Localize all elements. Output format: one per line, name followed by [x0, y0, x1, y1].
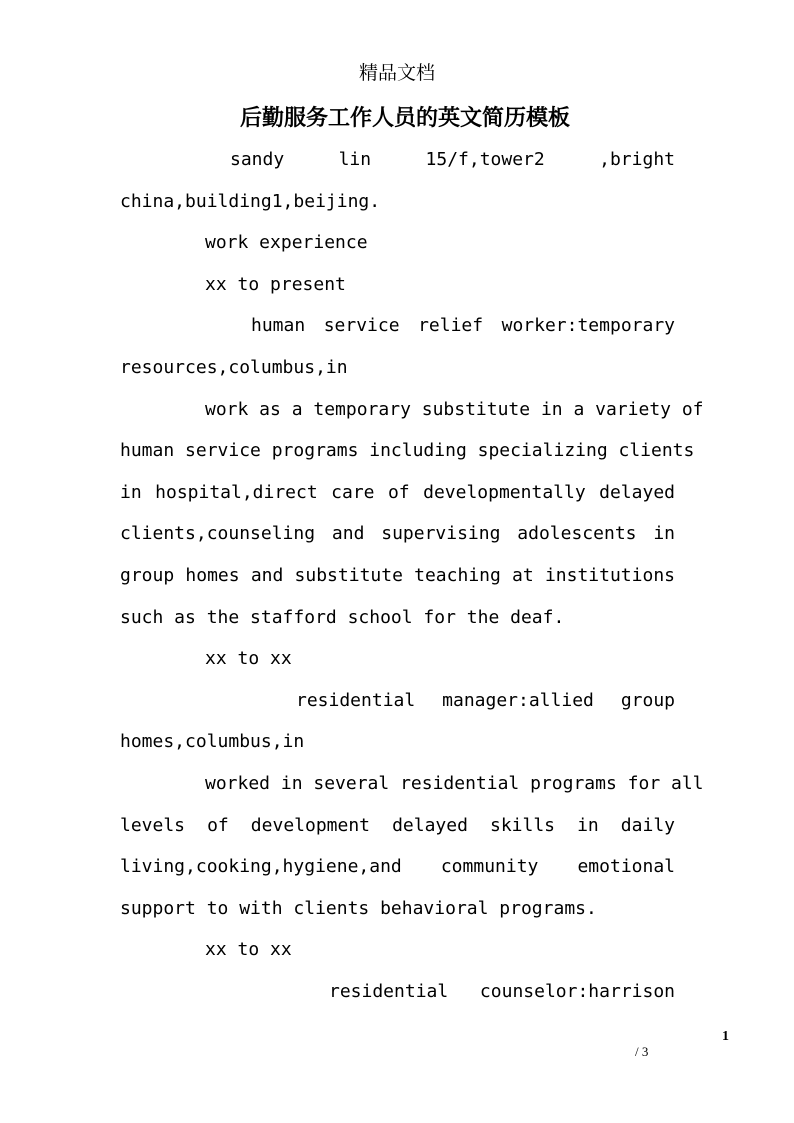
address-line: china,building1,beijing. — [120, 191, 381, 212]
job-title-line: human service relief worker:temporary — [251, 315, 675, 336]
job-title-line: residential manager:allied group — [296, 690, 675, 711]
job-title-line: homes,columbus,in — [120, 731, 305, 752]
body-text-line: group homes and substitute teaching at institutions — [120, 565, 675, 586]
date-range: xx to present — [205, 274, 346, 295]
date-range: xx to xx — [205, 648, 292, 669]
page-total: / 3 — [635, 1044, 649, 1059]
body-text-line: in hospital,direct care of developmentally delayed — [120, 482, 675, 503]
body-text-line: support to with clients behavioral programs. — [120, 898, 597, 919]
document-title: 后勤服务工作人员的英文简历模板 — [239, 105, 570, 131]
body-text-line: such as the stafford school for the deaf. — [120, 607, 565, 628]
date-range: xx to xx — [205, 939, 292, 960]
job-title-line: residential counselor:harrison — [329, 981, 675, 1002]
body-text-line: human service programs including specializing clients — [120, 440, 695, 461]
header-label: 精品文档 — [358, 62, 435, 84]
body-text-line: living,cooking,hygiene,and community emotional — [120, 856, 675, 877]
body-text-line: levels of development delayed skills in daily — [120, 815, 675, 836]
address-line: sandy lin 15/f,tower2 ,bright — [230, 149, 675, 170]
section-heading: work experience — [205, 232, 368, 253]
page-number: 1 — [722, 1029, 729, 1044]
body-text-line: work as a temporary substitute in a variety of — [205, 399, 704, 420]
body-text-line: worked in several residential programs for all — [205, 773, 704, 794]
body-text-line: clients,counseling and supervising adolescents in — [120, 523, 675, 544]
job-title-line: resources,columbus,in — [120, 357, 348, 378]
